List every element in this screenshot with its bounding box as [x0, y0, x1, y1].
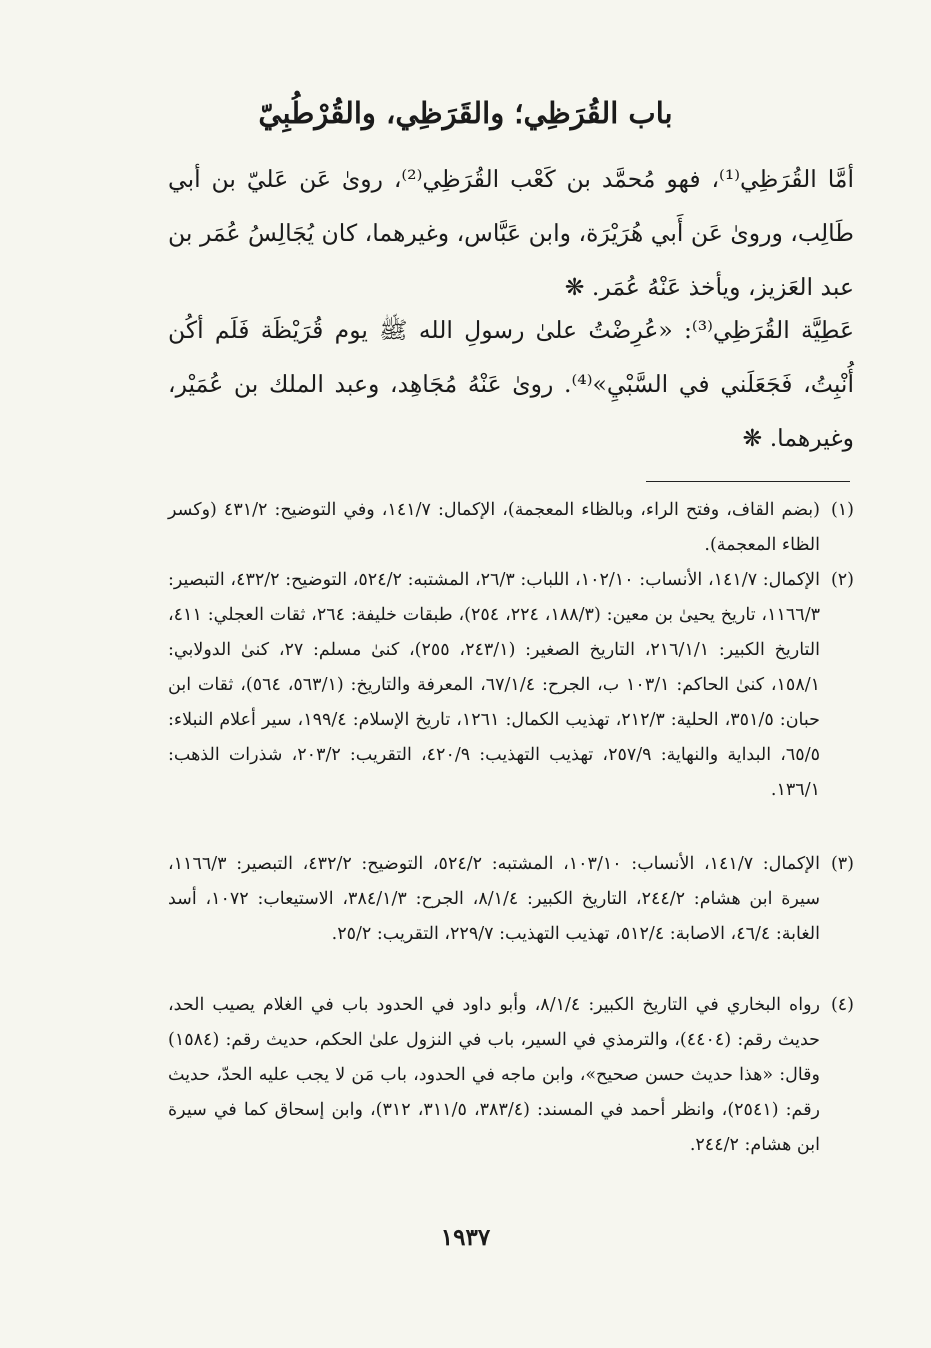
- footnote-4: [168, 988, 854, 1163]
- entry-qurazi-muhammad: [168, 152, 854, 314]
- footnote-text: (بضم القاف، وفتح الراء، وبالظاء المعجمة)، الإكمال: ١٤١/٧، وفي التوضيح: ٤٣١/٢ (وكسر الظاء المعجمة).: [168, 500, 820, 555]
- footnote-1: [168, 493, 854, 563]
- footnote-number: (٢): [830, 570, 854, 590]
- footnote-separator: [646, 481, 850, 482]
- entry-qurazi-atiyya: [168, 303, 854, 465]
- entry-text: عَطِيَّة القُرَظِي⁽³⁾: «عُرِضْتُ علىٰ رسولِ الله ﷺ يوم قُرَيْظَة فَلَم أكُن أُنْبِتُ، فَجَعَلَني في السَّبْيِ»⁽⁴⁾. روىٰ عَنْهُ مُجَاهِد، وعبد الملك بن عُمَيْر، وغيرهما. ❋: [168, 316, 854, 452]
- entry-text: أمَّا القُرَظِي⁽¹⁾، فهو مُحمَّد بن كَعْب القُرَظِي⁽²⁾، روىٰ عَن عَليّ بن أبي طَالِب، وروىٰ عَن أَبي هُرَيْرَة، وابن عَبَّاس، وغيرهما، كان يُجَالِسُ عُمَر بن عبد العَزيز، ويأخذ عَنْهُ عُمَر. ❋: [168, 165, 854, 301]
- footnote-number: (٣): [830, 854, 854, 874]
- footnote-3: [168, 847, 854, 952]
- footnote-text: الإكمال: ١٤١/٧، الأنساب: ١٠٣/١٠، المشتبه: ٥٢٤/٢، التوضيح: ٤٣٢/٢، التبصير: ١١٦٦/٣، سيرة ابن هشام: ٢٤٤/٢، التاريخ الكبير: ٨/١/٤، الجرح: ٣٨٤/١/٣، الاستيعاب: ١٠٧٢، أسد الغابة: ٤٦/٤، الاصابة: ٥١٢/٤، تهذيب التهذيب: ٢٢٩/٧، التقريب: ٢٥/٢.: [168, 854, 820, 944]
- footnote-text: رواه البخاري في التاريخ الكبير: ٨/١/٤، وأبو داود في الحدود باب في الغلام يصيب الحد، حديث رقم: (٤٤٠٤)، والترمذي في السير، باب في النزول علىٰ الحكم، حديث رقم: (١٥٨٤) وقال: «هذا حديث حسن صحيح»، وابن ماجه في الحدود، باب مَن لا يجب عليه الحدّ، حديث رقم: (٢٥٤١)، وانظر أحمد في المسند: (٣٨٣/٤، ٣١١/٥، ٣١٢)، وابن إسحاق كما في سيرة ابن هشام: ٢٤٤/٢.: [168, 995, 821, 1155]
- footnote-2: [168, 563, 854, 808]
- footnote-text: الإكمال: ١٤١/٧، الأنساب: ١٠٢/١٠، اللباب: ٢٦/٣، المشتبه: ٥٢٤/٢، التوضيح: ٤٣٢/٢، التبصير: ١١٦٦/٣، تاريخ يحيىٰ بن معين: (١٨٨/٣، ٢٢٤، ٢٥٤)، طبقات خليفة: ٢٦٤، ثقات العجلي: ٤١١، التاريخ الكبير: ٢١٦/١/١، التاريخ الصغير: (٢٤٣/١، ٢٥٥)، كنىٰ مسلم: ٢٧، كنىٰ الدولابي: ١٥٨/١، كنىٰ الحاكم: ١٠٣/١ ب، الجرح: ٦٧/١/٤، المعرفة والتاريخ: (٥٦٣/١، ٥٦٤)، ثقات ابن حبان: ٣٥١/٥، الحلية: ٢١٢/٣، تهذيب الكمال: ١٢٦١، تاريخ الإسلام: ١٩٩/٤، سير أعلام النبلاء: ٦٥/٥، البداية والنهاية: ٢٥٧/٩، تهذيب التهذيب: ٤٢٠/٩، التقريب: ٢٠٣/٢، شذرات الذهب: ١٣٦/١.: [168, 570, 821, 800]
- footnote-number: (١): [830, 500, 854, 520]
- footnote-number: (٤): [830, 995, 854, 1015]
- chapter-title: باب القُرَظِي؛ والقَرَظِي، والقُرْطُبِيّ: [258, 96, 673, 130]
- page-number: ١٩٣٧: [440, 1224, 491, 1251]
